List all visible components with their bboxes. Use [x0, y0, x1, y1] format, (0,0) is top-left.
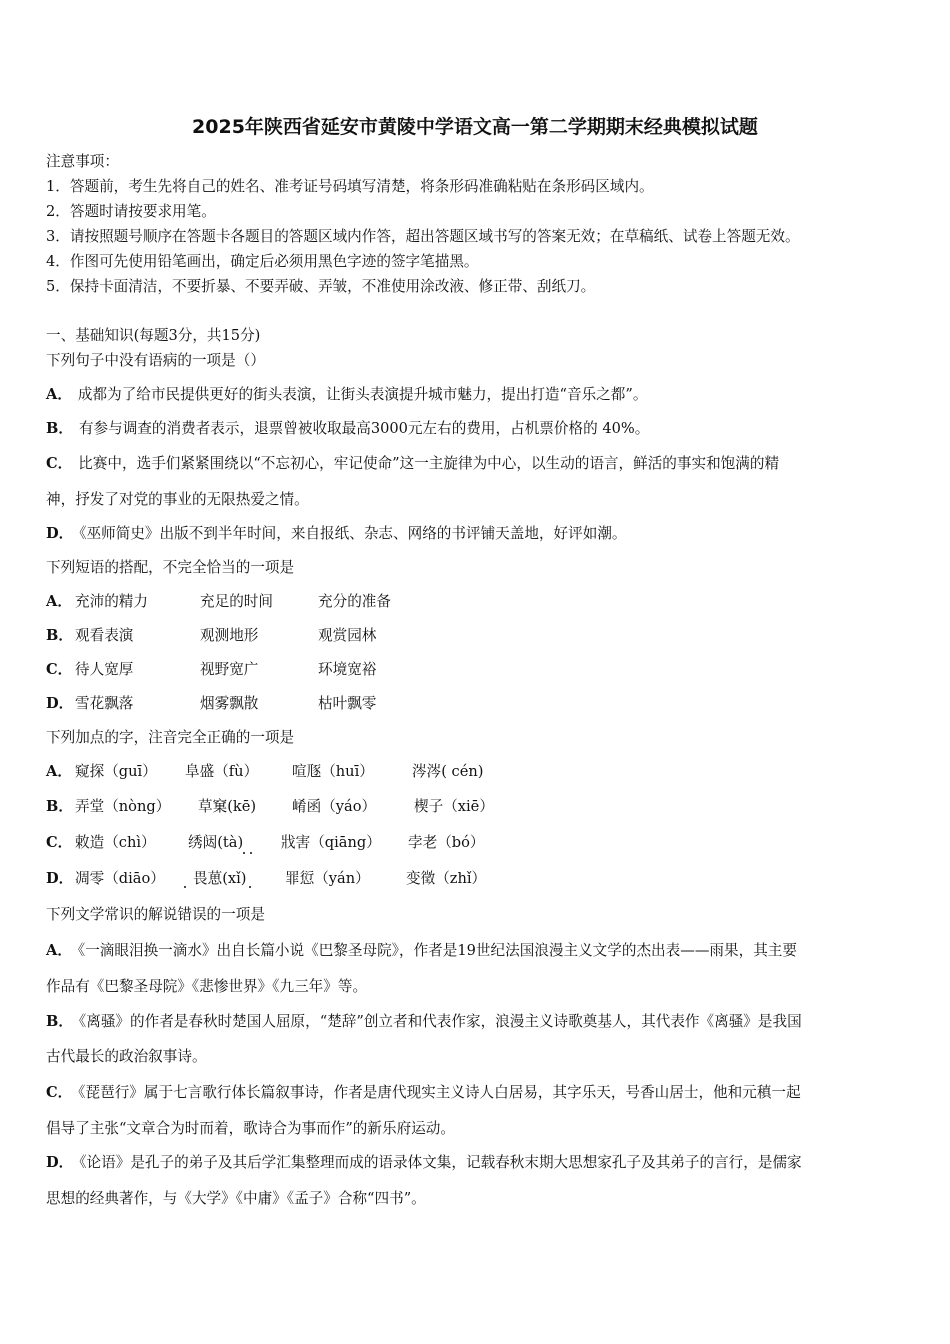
- option-text: 《巫师简史》出版不到半年时间，来自报纸、杂志、网络的书评铺天盖地，好评如潮。: [79, 525, 627, 542]
- phrase: 观看表演: [75, 627, 134, 644]
- pinyin-item: 变徵（zhǐ）: [406, 870, 487, 887]
- option-letter: A．: [46, 386, 72, 403]
- phrase: 环境宽裕: [318, 661, 377, 678]
- emphasis-dot: [243, 852, 245, 854]
- question-stem: 下列句子中没有语病的一项是（）: [46, 352, 265, 369]
- question-stem: 下列短语的搭配，不完全恰当的一项是: [46, 559, 295, 576]
- option-letter: D．: [46, 695, 74, 712]
- option-d: [46, 524, 627, 544]
- pinyin-item: 孛老（bó）: [408, 834, 485, 851]
- option-c: [46, 1083, 801, 1103]
- question-stem: 下列文学常识的解说错误的一项是: [46, 906, 265, 923]
- emphasis-dot: [250, 852, 252, 854]
- pinyin-item: 敕造（chì）: [75, 834, 156, 851]
- note-item: 2．答题时请按要求用笔。: [46, 203, 216, 220]
- emphasis-dots: [240, 850, 256, 856]
- pinyin-item: 喧豗（huī）: [292, 763, 374, 780]
- option-letter: B．: [46, 798, 73, 815]
- page-title: 2025年陕西省延安市黄陵中学语文高一第二学期期末经典模拟试题: [192, 116, 758, 138]
- option-text: 成都为了给市民提供更好的街头表演，让街头表演提升城市魅力，提出打造“音乐之都”。: [77, 386, 648, 403]
- option-letter: C．: [46, 455, 73, 472]
- phrase: 烟雾飘散: [200, 695, 259, 712]
- note-item: 1．答题前，考生先将自己的姓名、准考证号码填写清楚，将条形码准确粘贴在条形码区域内。: [46, 178, 654, 195]
- option-letter: C．: [46, 834, 73, 851]
- phrase: 观赏园林: [318, 627, 377, 644]
- note-item: 4．作图可先使用铅笔画出，确定后必须用黑色字迹的签字笔描黑。: [46, 253, 479, 270]
- option-b-continued: 古代最长的政治叙事诗。: [46, 1048, 207, 1065]
- emphasis-dot: [184, 886, 186, 888]
- pinyin-item: 楔子（xiē）: [414, 798, 494, 815]
- pinyin-item: 草窠(kē): [198, 798, 257, 815]
- phrase: 充沛的精力: [75, 593, 148, 610]
- option-c-continued: 倡导了主张“文章合为时而着，歌诗合为事而作”的新乐府运动。: [46, 1120, 455, 1137]
- option-a-continued: 作品有《巴黎圣母院》《悲惨世界》《九三年》等。: [46, 978, 368, 995]
- phrase: 雪花飘落: [75, 695, 134, 712]
- pinyin-item: 崤函（yáo）: [292, 798, 377, 815]
- pinyin-item: 涔涔( cén): [412, 763, 484, 780]
- pinyin-item: 罪愆（yán）: [285, 870, 370, 887]
- pinyin-item: 畏葸(xǐ): [193, 870, 247, 887]
- notes-heading: 注意事项：: [46, 153, 119, 170]
- pinyin-item: 阜盛（fù）: [185, 763, 259, 780]
- phrase: 待人宽厚: [75, 661, 134, 678]
- option-d-continued: 思想的经典著作，与《大学》《中庸》《孟子》合称“四书”。: [46, 1190, 426, 1207]
- option-letter: C．: [46, 661, 73, 678]
- section-heading: 一、基础知识(每题3分，共15分): [46, 327, 261, 344]
- phrase: 观测地形: [200, 627, 259, 644]
- option-c: [46, 454, 779, 474]
- option-letter: B．: [46, 420, 73, 437]
- option-a: [46, 941, 797, 961]
- option-b: [46, 1012, 802, 1032]
- option-letter: A．: [46, 942, 72, 959]
- option-text: 《论语》是孔子的弟子及其后学汇集整理而成的语录体文集，记载春秋末期大思想家孔子及其弟子的言行，是儒家: [79, 1154, 802, 1171]
- note-item: 5．保持卡面清洁，不要折暴、不要弄破、弄皱，不准使用涂改液、修正带、刮纸刀。: [46, 278, 596, 295]
- phrase: 充足的时间: [200, 593, 273, 610]
- pinyin-item: 窥探（guī）: [75, 763, 157, 780]
- option-letter: A．: [46, 763, 72, 780]
- option-text: 《一滴眼泪换一滴水》出自长篇小说《巴黎圣母院》，作者是19世纪法国浪漫主义文学的杰出表——雨果，其主要: [77, 942, 797, 959]
- option-letter: A．: [46, 593, 72, 610]
- pinyin-item: 凋零（diāo）: [75, 870, 165, 887]
- option-b: [46, 419, 649, 439]
- pinyin-item: 绣闼(tà): [188, 834, 244, 851]
- phrase: 充分的准备: [318, 593, 391, 610]
- option-letter: D．: [46, 525, 74, 542]
- phrase: 枯叶飘零: [318, 695, 377, 712]
- option-c-continued: 神，抒发了对党的事业的无限热爱之情。: [46, 491, 309, 508]
- phrase: 视野宽广: [200, 661, 259, 678]
- note-item: 3．请按照题号顺序在答题卡各题目的答题区域内作答，超出答题区域书写的答案无效；在草稿纸、试卷上答题无效。: [46, 228, 800, 245]
- option-letter: D．: [46, 870, 74, 887]
- option-letter: D．: [46, 1154, 74, 1171]
- option-letter: B．: [46, 1013, 73, 1030]
- option-a: [46, 385, 647, 405]
- pinyin-item: 戕害（qiāng）: [281, 834, 381, 851]
- emphasis-dots: [182, 884, 254, 890]
- option-text: 比赛中，选手们紧紧围绕以“不忘初心，牢记使命”这一主旋律为中心，以生动的语言，鲜活的事实和饱满的精: [78, 455, 780, 472]
- option-text: 有参与调查的消费者表示，退票曾被收取最高3000元左右的费用，占机票价格的 40%。: [78, 420, 650, 437]
- option-text: 《琵琶行》属于七言歌行体长篇叙事诗，作者是唐代现实主义诗人白居易，其字乐天，号香山居士，他和元稹一起: [78, 1084, 801, 1101]
- question-stem: 下列加点的字，注音完全正确的一项是: [46, 729, 295, 746]
- pinyin-item: 弄堂（nòng）: [75, 798, 171, 815]
- option-letter: C．: [46, 1084, 73, 1101]
- option-d: [46, 1153, 802, 1173]
- option-letter: B．: [46, 627, 73, 644]
- emphasis-dot: [249, 886, 251, 888]
- option-text: 《离骚》的作者是春秋时楚国人屈原，“楚辞”创立者和代表作家，浪漫主义诗歌奠基人，其代表作《离骚》是我国: [78, 1013, 802, 1030]
